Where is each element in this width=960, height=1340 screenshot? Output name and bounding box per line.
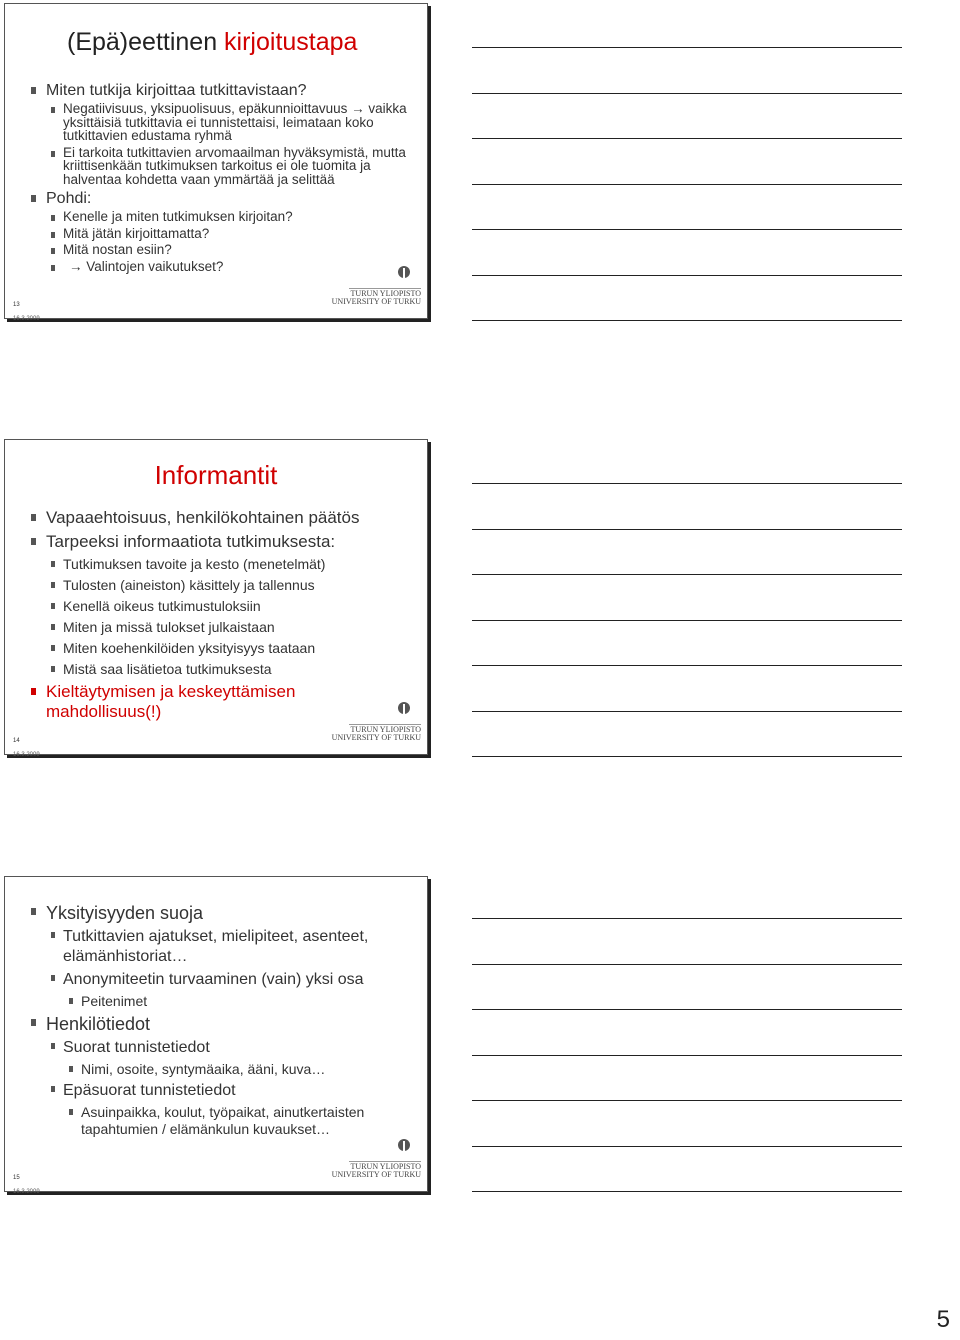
- list-item: Negatiivisuus, yksipuolisuus, epäkunnioittavuus → vaikka yksittäisiä tutkittavia ei tunnistettaisi, leimataan koko tutkittavien edustama ryhmä: [29, 102, 419, 143]
- list-item: Anonymiteetin turvaaminen (vain) yksi osa: [29, 970, 419, 990]
- bullet-list: [29, 508, 419, 726]
- list-item: Yksityisyyden suoja: [29, 902, 419, 924]
- bullet-list: [29, 81, 419, 276]
- list-item: Tarpeeksi informaatiota tutkimuksesta:: [29, 532, 419, 552]
- list-item: Tutkittavien ajatukset, mielipiteet, asenteet, elämänhistoriat…: [29, 927, 419, 967]
- slide-title: (Epä)eettinen kirjoitustapa: [67, 28, 358, 56]
- slide-15: [4, 876, 428, 1195]
- slide-number: 14: [13, 738, 20, 744]
- slide-13: [4, 3, 428, 322]
- list-item: Tutkimuksen tavoite ja kesto (menetelmät): [29, 556, 419, 573]
- list-item: Miten ja missä tulokset julkaistaan: [29, 619, 419, 636]
- list-item: → Valintojen vaikutukset?: [29, 260, 419, 274]
- notes-lines: [472, 918, 902, 1237]
- list-item: Mitä jätän kirjoittamatta?: [29, 227, 419, 241]
- list-item: Miten tutkija kirjoittaa tutkittavistaan?: [29, 81, 419, 100]
- slide-date: 16.3.2009: [13, 752, 40, 758]
- slide-number: 15: [13, 1175, 20, 1181]
- slide-14: [4, 439, 428, 758]
- list-item: Mistä saa lisätietoa tutkimuksesta: [29, 661, 419, 678]
- bullet-list: [29, 902, 419, 1141]
- page-number: 5: [936, 1306, 950, 1333]
- slide-title: Informantit: [154, 460, 278, 490]
- slide-date: 16.3.2009: [13, 1189, 40, 1195]
- torch-icon: [397, 1139, 411, 1155]
- list-item: Nimi, osoite, syntymäaika, ääni, kuva…: [29, 1061, 419, 1078]
- list-item: Kenelle ja miten tutkimuksen kirjoitan?: [29, 210, 419, 224]
- notes-lines: [472, 483, 902, 802]
- notes-lines: [472, 47, 902, 366]
- torch-icon: [397, 702, 411, 718]
- university-logo: TURUN YLIOPISTO UNIVERSITY OF TURKU: [351, 266, 421, 306]
- list-item: Mitä nostan esiin?: [29, 243, 419, 257]
- list-item: Ei tarkoita tutkittavien arvomaailman hyväksymistä, mutta kriittisenkään tutkimuksen tarkoitus ei ole tuomita ja halventaa kohdetta vaan ymmärtää ja selittää: [29, 146, 419, 187]
- list-item: Henkilötiedot: [29, 1013, 419, 1035]
- list-item: Miten koehenkilöiden yksityisyys taataan: [29, 640, 419, 657]
- list-item: Tulosten (aineiston) käsittely ja tallennus: [29, 577, 419, 594]
- list-item: Vapaaehtoisuus, henkilökohtainen päätös: [29, 508, 419, 528]
- list-item: Suorat tunnistetiedot: [29, 1038, 419, 1058]
- slide-number: 13: [13, 302, 20, 308]
- list-item: Kenellä oikeus tutkimustuloksiin: [29, 598, 419, 615]
- torch-icon: [397, 266, 411, 282]
- university-logo: TURUN YLIOPISTO UNIVERSITY OF TURKU: [351, 1139, 421, 1179]
- list-item: Pohdi:: [29, 189, 419, 208]
- list-item: Peitenimet: [29, 993, 419, 1010]
- list-item: Asuinpaikka, koulut, työpaikat, ainutkertaisten tapahtumien / elämänkulun kuvaukset…: [29, 1104, 419, 1138]
- university-logo: TURUN YLIOPISTO UNIVERSITY OF TURKU: [351, 702, 421, 742]
- list-item: Kieltäytymisen ja keskeyttämisen mahdollisuus(!): [29, 682, 306, 722]
- list-item: Epäsuorat tunnistetiedot: [29, 1081, 419, 1101]
- slide-date: 16.3.2009: [13, 316, 40, 322]
